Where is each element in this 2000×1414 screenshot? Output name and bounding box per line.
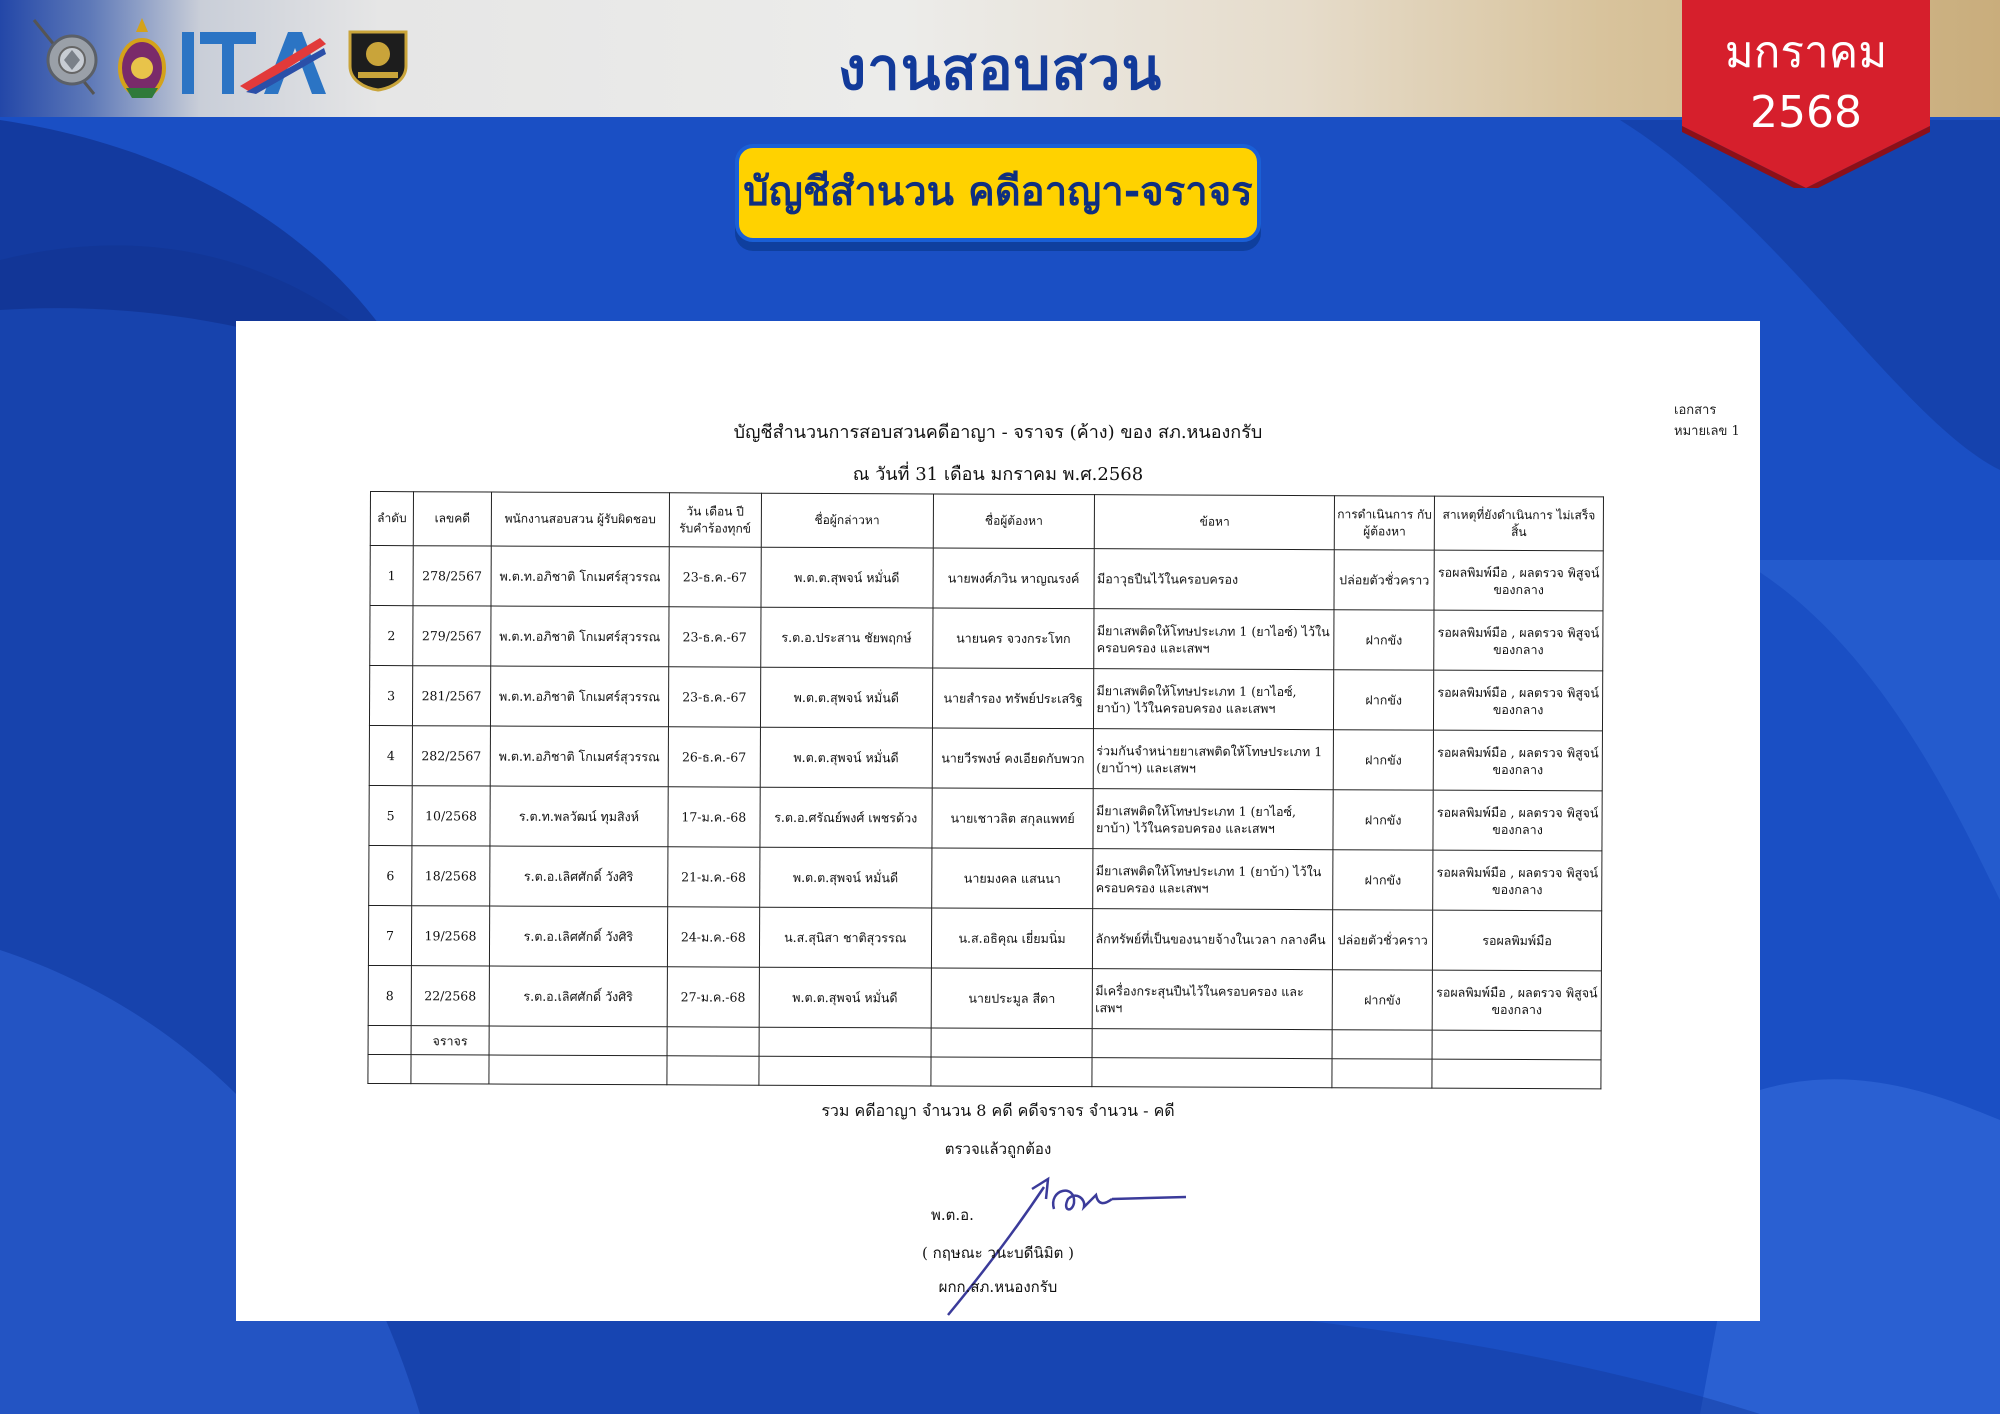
table-cell: ลักทรัพย์ที่เป็นของนายจ้างในเวลา กลางคืน [1093, 909, 1333, 970]
table-cell: ฝากขัง [1333, 850, 1433, 910]
table-cell: 27-ม.ค.-68 [667, 967, 759, 1027]
table-cell: 23-ธ.ค.-67 [669, 547, 761, 607]
signer-rank: พ.ต.อ. [931, 1206, 974, 1224]
table-row [369, 666, 1602, 731]
table-cell: 282/2567 [412, 726, 490, 786]
column-header: เลขคดี [413, 492, 491, 546]
table-cell: พ.ต.ต.สุพจน์ หมั่นดี [759, 967, 931, 1028]
table-cell: พ.ต.ท.อภิชาติ โกเมศร์สุวรรณ [490, 726, 668, 787]
scanned-document [236, 321, 1760, 1321]
page-title: งานสอบสวน [837, 35, 1163, 103]
verified-note: ตรวจแล้วถูกต้อง [944, 1140, 1052, 1158]
table-cell: นายพงศ์ภวิน หาญณรงค์ [933, 548, 1095, 609]
column-header: การดำเนินการ กับผู้ต้องหา [1334, 496, 1434, 550]
table-cell: ร.ต.อ.เลิศศักดิ์ วังศิริ [489, 906, 667, 967]
table-cell: พ.ต.ต.สุพจน์ หมั่นดี [760, 727, 932, 788]
table-cell [1332, 1030, 1432, 1059]
table-cell: นายเชาวลิต สกุลแพทย์ [932, 788, 1094, 849]
column-header: สาเหตุที่ยังดำเนินการ ไม่เสร็จสิ้น [1434, 496, 1603, 551]
table-cell: นายสำรอง ทรัพย์ประเสริฐ [932, 668, 1094, 729]
table-row [370, 546, 1603, 611]
month-ribbon [1682, 0, 1930, 188]
table-row [368, 905, 1601, 970]
table-cell: มีอาวุธปืนไว้ในครอบครอง [1094, 549, 1334, 610]
table-cell: นายประมูล สีดา [931, 968, 1093, 1029]
table-cell: 2 [370, 606, 413, 666]
table-cell: รอผลพิมพ์มือ , ผลตรวจ พิสูจน์ของกลาง [1434, 610, 1603, 671]
table-cell: 23-ธ.ค.-67 [668, 667, 760, 727]
signer-name: ( กฤษณะ วนะบดีนิมิต ) [922, 1244, 1074, 1262]
case-summary: รวม คดีอาญา จำนวน 8 คดี คดีจราจร จำนวน - คดี [821, 1101, 1175, 1120]
empty-row [368, 1054, 1601, 1088]
table-cell: รอผลพิมพ์มือ , ผลตรวจ พิสูจน์ของกลาง [1432, 970, 1601, 1031]
column-header: ชื่อผู้ต้องหา [933, 494, 1095, 549]
table-cell [1092, 1058, 1332, 1088]
table-cell: 279/2567 [413, 606, 491, 666]
table-cell: พ.ต.ต.สุพจน์ หมั่นดี [760, 667, 932, 728]
column-header: ชื่อผู้กล่าวหา [761, 493, 933, 548]
table-header-row [370, 492, 1603, 551]
table-cell: 1 [370, 546, 413, 606]
table-row [370, 606, 1603, 671]
table-cell [489, 1055, 667, 1085]
table-cell [1432, 1059, 1601, 1089]
table-cell: มียาเสพติดให้โทษประเภท 1 (ยาไอซ์) ไว้ในครอบครอง และเสพฯ [1094, 609, 1334, 670]
column-header: วัน เดือน ปี รับคำร้องทุกข์ [669, 493, 761, 547]
table-cell: ร.ต.อ.ศรัณย์พงศ์ เพชรด้วง [760, 787, 932, 848]
table-cell: รอผลพิมพ์มือ , ผลตรวจ พิสูจน์ของกลาง [1434, 550, 1603, 611]
table-cell: ฝากขัง [1334, 610, 1434, 670]
table-cell: มียาเสพติดให้โทษประเภท 1 (ยาไอซ์, ยาบ้า) ไว้ในครอบครอง และเสพฯ [1094, 669, 1334, 730]
table-cell: น.ส.อธิคุณ เยี่ยมนิ่ม [931, 908, 1093, 969]
document-number: เอกสารหมายเลข 1 [1674, 403, 1740, 439]
ribbon-year: 2568 [1750, 87, 1862, 138]
table-cell: นายนคร จวงกระโทก [932, 608, 1094, 669]
table-cell: รอผลพิมพ์มือ , ผลตรวจ พิสูจน์ของกลาง [1433, 790, 1602, 851]
table-row [369, 845, 1602, 910]
table-cell: พ.ต.ต.สุพจน์ หมั่นดี [761, 547, 933, 608]
table-cell [1432, 1030, 1601, 1060]
table-cell: 23-ธ.ค.-67 [669, 607, 761, 667]
table-cell [1092, 1029, 1332, 1059]
table-cell: พ.ต.ต.สุพจน์ หมั่นดี [759, 847, 931, 908]
table-row [369, 785, 1602, 850]
table-cell: รอผลพิมพ์มือ , ผลตรวจ พิสูจน์ของกลาง [1433, 730, 1602, 791]
table-row [369, 725, 1602, 790]
table-cell: 4 [369, 725, 412, 785]
table-cell [759, 1056, 931, 1086]
table-cell: รอผลพิมพ์มือ [1433, 910, 1602, 971]
table-cell: พ.ต.ท.อภิชาติ โกเมศร์สุวรรณ [491, 546, 669, 607]
table-cell: 18/2568 [412, 846, 490, 906]
table-cell: 21-ม.ค.-68 [667, 847, 759, 907]
table-cell: 10/2568 [412, 786, 490, 846]
table-cell: 278/2567 [413, 546, 491, 606]
table-cell: ปล่อยตัวชั่วคราว [1333, 910, 1433, 970]
table-cell: 281/2567 [412, 666, 490, 726]
table-cell: 5 [369, 785, 412, 845]
table-cell: รอผลพิมพ์มือ , ผลตรวจ พิสูจน์ของกลาง [1434, 670, 1603, 731]
table-cell: 3 [369, 666, 412, 726]
signer-position: ผกก.สภ.หนองกรับ [938, 1278, 1058, 1296]
table-cell: มียาเสพติดให้โทษประเภท 1 (ยาไอซ์, ยาบ้า) ไว้ในครอบครอง และเสพฯ [1093, 789, 1333, 850]
table-cell: 24-ม.ค.-68 [667, 907, 759, 967]
table-cell [931, 1057, 1093, 1087]
table-cell: ปล่อยตัวชั่วคราว [1334, 550, 1434, 610]
traffic-label: จราจร [411, 1026, 489, 1055]
column-header: ลำดับ [370, 492, 413, 546]
table-row [368, 965, 1601, 1030]
table-cell [667, 1027, 759, 1056]
table-cell: พ.ต.ท.อภิชาติ โกเมศร์สุวรรณ [490, 666, 668, 727]
table-cell [931, 1028, 1093, 1058]
table-cell: ฝากขัง [1333, 790, 1433, 850]
table-cell: 6 [369, 845, 412, 905]
table-cell: ร.ต.อ.เลิศศักดิ์ วังศิริ [490, 846, 668, 907]
table-cell: ร.ต.ท.พลวัฒน์ ทุมสิงห์ [490, 786, 668, 847]
table-cell: ร.ต.อ.ประสาน ชัยพฤกษ์ [760, 607, 932, 668]
table-cell: 8 [368, 965, 411, 1025]
table-cell: 22/2568 [411, 966, 489, 1026]
table-cell: ร่วมกันจำหน่ายยาเสพติดให้โทษประเภท 1 (ยาบ้าฯ) และเสพฯ [1094, 729, 1334, 790]
table-cell: นายวีรพงษ์ คงเอียดกับพวก [932, 728, 1094, 789]
table-cell [667, 1056, 759, 1085]
table-cell [489, 1026, 667, 1056]
table-cell [368, 1054, 411, 1083]
table-cell [368, 1025, 411, 1054]
category-banner: บัญชีสำนวน คดีอาญา-จราจร [735, 144, 1261, 242]
table-cell: มียาเสพติดให้โทษประเภท 1 (ยาบ้า) ไว้ในครอบครอง และเสพฯ [1093, 849, 1333, 910]
table-cell: ฝากขัง [1332, 970, 1432, 1030]
table-cell [1332, 1059, 1432, 1088]
table-cell [759, 1027, 931, 1057]
ribbon-month: มกราคม [1724, 27, 1888, 78]
table-cell: 7 [368, 905, 411, 965]
table-cell: ฝากขัง [1334, 670, 1434, 730]
table-cell: รอผลพิมพ์มือ , ผลตรวจ พิสูจน์ของกลาง [1433, 850, 1602, 911]
table-cell: ฝากขัง [1333, 730, 1433, 790]
table-cell [411, 1055, 489, 1084]
table-cell: 26-ธ.ค.-67 [668, 727, 760, 787]
case-table [367, 491, 1604, 1089]
table-cell: น.ส.สุนิสา ชาติสุวรรณ [759, 907, 931, 968]
table-cell: 19/2568 [411, 906, 489, 966]
table-cell: ร.ต.อ.เลิศศักดิ์ วังศิริ [489, 966, 667, 1027]
column-header: พนักงานสอบสวน ผู้รับผิดชอบ [491, 492, 669, 547]
table-cell: พ.ต.ท.อภิชาติ โกเมศร์สุวรรณ [491, 606, 669, 667]
table-cell: 17-ม.ค.-68 [668, 787, 760, 847]
column-header: ข้อหา [1095, 495, 1335, 550]
document-date: ณ วันที่ 31 เดือน มกราคม พ.ศ.2568 [852, 464, 1144, 485]
document-heading: บัญชีสำนวนการสอบสวนคดีอาญา - จราจร (ค้าง) ของ สภ.หนองกรับ [733, 422, 1263, 443]
table-cell: มีเครื่องกระสุนปืนไว้ในครอบครอง และเสพฯ [1093, 969, 1333, 1030]
table-cell: นายมงคล แสนนา [931, 848, 1093, 909]
